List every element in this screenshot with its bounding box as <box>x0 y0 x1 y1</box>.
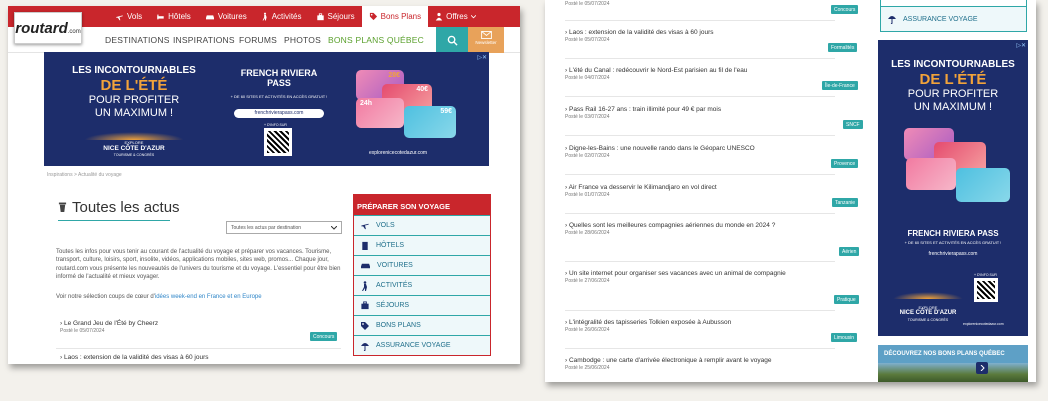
chevron-down-icon <box>331 226 337 230</box>
article-tag[interactable]: Tanzanie <box>832 198 858 207</box>
adchoices-icon[interactable]: ▷✕ <box>1016 43 1026 49</box>
nav-bons-plans-quebec[interactable]: BONS PLANS QUÉBEC <box>328 35 424 45</box>
breadcrumb: Inspirations > Actualité du voyage <box>47 172 122 178</box>
ad-site: explorenicecotedazur.com <box>963 322 1004 326</box>
prep-item-assurance[interactable] <box>880 6 1027 32</box>
top-nav-label: Offres <box>446 12 468 21</box>
side-ad-banner[interactable] <box>878 40 1028 336</box>
prep-item-assurance[interactable] <box>354 335 490 355</box>
top-nav-bons-plans[interactable] <box>362 6 428 27</box>
prep-item-label: BONS PLANS <box>376 322 421 329</box>
divider <box>565 58 835 59</box>
hiker-icon <box>360 281 370 291</box>
intro-selection-text: Voir notre sélection coups de cœur d' <box>56 294 155 300</box>
prepare-trip-box <box>353 194 491 356</box>
ad-tagline: + DE 60 SITES ET ACTIVITÉS EN ACCÈS GRATUIT ! <box>230 94 328 99</box>
list-item[interactable] <box>565 184 820 198</box>
qr-code <box>974 278 998 302</box>
article-date: Posté le 02/07/2024 <box>565 153 610 159</box>
article-title[interactable]: › Laos : extension de la validité des visas à 60 jours <box>60 354 209 361</box>
building-icon <box>360 241 370 250</box>
umbrella-icon <box>887 14 897 24</box>
divider <box>565 261 835 262</box>
quebec-banner-text: DÉCOUVREZ NOS BONS PLANS QUÉBEC <box>884 351 1005 357</box>
list-item[interactable] <box>565 67 820 81</box>
article-tag[interactable]: Formalités <box>828 43 857 52</box>
list-item[interactable] <box>565 145 820 159</box>
list-item[interactable] <box>60 354 340 361</box>
divider <box>565 135 835 136</box>
divider <box>565 348 835 349</box>
article-date: Posté le 05/07/2024 <box>565 37 610 43</box>
chevron-right-icon <box>980 365 985 371</box>
ad-line1: LES INCONTOURNABLES <box>72 65 196 76</box>
arrow-button[interactable] <box>976 362 988 374</box>
adchoices-icon[interactable]: ▷✕ <box>477 55 487 61</box>
nav-inspirations[interactable]: INSPIRATIONS <box>173 35 235 45</box>
ad-banner[interactable] <box>44 52 489 166</box>
breadcrumb-item[interactable]: Actualité du voyage <box>78 172 122 178</box>
bed-icon <box>156 13 165 21</box>
divider <box>565 310 835 311</box>
newsletter-button[interactable] <box>468 27 504 53</box>
prepare-trip-title: PRÉPARER SON VOYAGE <box>354 195 490 215</box>
pass-card: 28€ <box>356 70 404 100</box>
destination-filter-select[interactable] <box>226 221 342 234</box>
ad-info: + D'INFO SUR <box>264 123 287 127</box>
pass-card: 40€ <box>382 84 432 116</box>
ad-info: + D'INFO SUR <box>974 273 997 277</box>
divider <box>565 20 835 21</box>
list-item[interactable] <box>565 222 810 236</box>
page-title <box>58 199 180 216</box>
person-icon <box>435 12 443 21</box>
article-date: Posté le 01/07/2024 <box>565 192 610 198</box>
ad-line2: DE L'ÉTÉ <box>919 71 987 88</box>
prep-item-vols[interactable] <box>354 215 490 235</box>
ad-line3: POUR PROFITER <box>88 94 180 106</box>
prep-item-label: ASSURANCE VOYAGE <box>376 342 451 349</box>
sun-logo <box>893 292 963 299</box>
ad-line4: UN MAXIMUM ! <box>913 101 993 113</box>
article-date: Posté le 04/07/2024 <box>565 75 610 81</box>
pass-card: 24h <box>356 98 404 128</box>
chevron-down-icon <box>471 15 476 19</box>
article-tag[interactable]: SNCF <box>843 120 863 129</box>
nav-destinations[interactable]: DESTINATIONS <box>105 35 170 45</box>
list-item[interactable] <box>565 29 820 43</box>
article-date: Posté le 05/07/2024 <box>60 328 105 334</box>
page-title-text: Toutes les actus <box>72 199 180 216</box>
ad-product: FRENCH RIVIERA PASS <box>907 229 999 238</box>
article-title[interactable]: › Digne-les-Bains : une nouvelle rando dans le Géoparc UNESCO <box>565 145 755 152</box>
newsletter-label: Newsletter <box>475 40 497 45</box>
article-date: Posté le 25/06/2024 <box>565 365 610 371</box>
prep-item-activites[interactable] <box>354 275 490 295</box>
car-icon <box>360 261 371 270</box>
search-icon <box>447 35 458 46</box>
article-tag[interactable]: Limousin <box>831 333 857 342</box>
plane-icon <box>360 221 370 230</box>
top-nav-label: Séjours <box>327 12 355 21</box>
weekend-ideas-link[interactable]: idées week-end en France et en Europe <box>154 294 262 300</box>
top-nav-label: Voitures <box>217 12 247 21</box>
tag-icon <box>360 321 370 331</box>
intro-selection <box>56 294 262 300</box>
top-nav-label: Vols <box>127 12 143 21</box>
plane-icon <box>115 13 124 21</box>
article-title[interactable]: › Le Grand Jeu de l'Été by Cheerz <box>60 320 159 327</box>
ad-brand-pre: EXPLORE <box>124 140 144 145</box>
ad-line1: LES INCONTOURNABLES <box>891 59 1015 70</box>
left-page-screenshot <box>8 6 520 364</box>
ad-tagline: + DE 60 SITES ET ACTIVITÉS EN ACCÈS GRATUIT ! <box>904 240 1002 245</box>
pass-card <box>956 168 1010 202</box>
article-title[interactable]: › Laos : extension de la validité des visas à 60 jours <box>565 29 714 36</box>
divider <box>56 348 341 349</box>
top-nav-hotels[interactable] <box>149 6 198 27</box>
prep-item-label: ACTIVITÉS <box>376 282 413 289</box>
ad-line2: DE L'ÉTÉ <box>100 77 168 94</box>
breadcrumb-item[interactable]: Inspirations <box>47 172 73 178</box>
prep-item-label: HÔTELS <box>376 242 405 249</box>
list-item[interactable] <box>565 319 820 333</box>
list-item[interactable] <box>565 357 805 371</box>
list-item[interactable] <box>565 106 820 120</box>
article-title[interactable]: › L'intégralité des tapisseries Tolkien exposée à Aubusson <box>565 319 732 326</box>
article-title[interactable]: › Un site internet pour organiser ses vacances avec un animal de compagnie <box>565 270 786 277</box>
top-nav-voitures[interactable] <box>198 6 254 27</box>
ad-url[interactable]: frenchrivierapass.com <box>234 109 324 118</box>
ad-brand-pre: EXPLORE <box>918 305 938 310</box>
ad-brand-sub: TOURISME & CONGRÈS <box>113 153 155 157</box>
prep-item-label: VOLS <box>376 222 395 229</box>
top-nav-sejours[interactable] <box>309 6 362 27</box>
car-icon <box>205 13 215 21</box>
ad-brand-sub: TOURISME & CONGRÈS <box>907 318 949 322</box>
top-nav-offres[interactable] <box>428 6 483 27</box>
list-item[interactable] <box>565 0 609 7</box>
logo-text: routard <box>15 19 68 37</box>
article-date: Posté le 26/06/2024 <box>565 327 610 333</box>
sun-logo <box>84 132 184 140</box>
ad-product: FRENCH RIVIERA PASS <box>240 68 318 88</box>
prep-item-label: SÉJOURS <box>376 302 410 309</box>
routard-logo[interactable] <box>14 12 82 44</box>
article-date: Posté le 28/06/2024 <box>565 230 610 236</box>
pass-card <box>906 158 956 190</box>
top-nav-vols[interactable] <box>108 6 149 27</box>
top-nav-label: Bons Plans <box>380 12 422 21</box>
umbrella-icon <box>360 341 370 351</box>
divider <box>565 174 835 175</box>
article-date: Posté le 03/07/2024 <box>565 114 610 120</box>
list-item[interactable] <box>60 320 340 334</box>
article-date: Posté le 05/07/2024 <box>565 1 610 7</box>
ad-brand: NICE CÔTE D'AZUR <box>899 310 957 316</box>
article-tag[interactable]: Pratique <box>834 295 859 304</box>
ad-url[interactable]: frenchrivierapass.com <box>928 251 978 257</box>
divider <box>565 96 835 97</box>
article-tag[interactable]: Concours <box>310 332 337 341</box>
article-title[interactable]: › Air France va desservir le Kilimandjaro en vol direct <box>565 184 717 191</box>
prep-item-sejours[interactable] <box>354 295 490 315</box>
article-title[interactable]: › Cambodge : une carte d'arrivée électronique à remplir avant le voyage <box>565 357 772 364</box>
ad-brand: NICE CÔTE D'AZUR <box>103 145 165 152</box>
article-title[interactable]: › Pass Rail 16-27 ans : train illimité pour 49 € par mois <box>565 106 722 113</box>
quebec-banner[interactable] <box>878 345 1028 382</box>
article-tag[interactable]: Provence <box>831 159 858 168</box>
hiker-icon <box>261 12 269 21</box>
landscape-image <box>878 363 1028 382</box>
suitcase-icon <box>360 301 370 310</box>
search-button[interactable] <box>436 27 468 53</box>
article-tag[interactable]: Aérien <box>839 247 859 256</box>
logo-suffix: .com <box>67 29 81 35</box>
trash-icon <box>58 202 67 213</box>
article-title[interactable]: › Quelles sont les meilleures compagnies aériennes du monde en 2024 ? <box>565 222 776 229</box>
prep-item-voitures[interactable] <box>354 255 490 275</box>
prep-item-hotels[interactable] <box>354 235 490 255</box>
top-nav-label: Hôtels <box>168 12 191 21</box>
intro-text: Toutes les infos pour vous tenir au courant de l'actualité du voyage et préparer vos vacances. Tourisme, transport, culture, loisirs, sport, insolite, vidéos, applications mobiles, sites web, promos... Chaque jour, routard.com vous présente les nouveautés de l'univers du tourisme et du voyage. L'essentiel pour être bien informé de l'actualité et mieux voyager. <box>56 249 341 280</box>
suitcase-icon <box>316 13 325 21</box>
divider <box>565 213 835 214</box>
tag-icon <box>369 12 378 21</box>
article-title[interactable]: › L'été du Canal : redécouvrir le Nord-Est parisien au fil de l'eau <box>565 67 748 74</box>
select-value: Toutes les actus par destination <box>231 225 302 231</box>
prep-item-bons-plans[interactable] <box>354 315 490 335</box>
title-underline <box>58 220 170 221</box>
top-nav-label: Activités <box>271 12 302 21</box>
ad-line4: UN MAXIMUM ! <box>94 107 174 119</box>
article-tag[interactable]: Île-de-France <box>822 81 858 90</box>
list-item[interactable] <box>565 270 805 284</box>
ad-line3: POUR PROFITER <box>907 88 999 100</box>
nav-forums[interactable]: FORUMS <box>239 35 278 45</box>
prep-item-label: VOITURES <box>377 262 413 269</box>
nav-photos[interactable]: PHOTOS <box>284 35 321 45</box>
ad-site: explorenicecotedazur.com <box>369 150 428 156</box>
right-page-screenshot <box>545 0 1036 382</box>
top-nav-activites[interactable] <box>254 6 309 27</box>
top-nav <box>108 6 483 27</box>
prep-item-label: ASSURANCE VOYAGE <box>903 15 978 23</box>
envelope-icon <box>481 31 492 39</box>
article-tag[interactable]: Concours <box>831 5 858 14</box>
pass-card: 59€ <box>404 106 456 138</box>
qr-code <box>264 128 292 156</box>
article-date: Posté le 27/06/2024 <box>565 278 610 284</box>
